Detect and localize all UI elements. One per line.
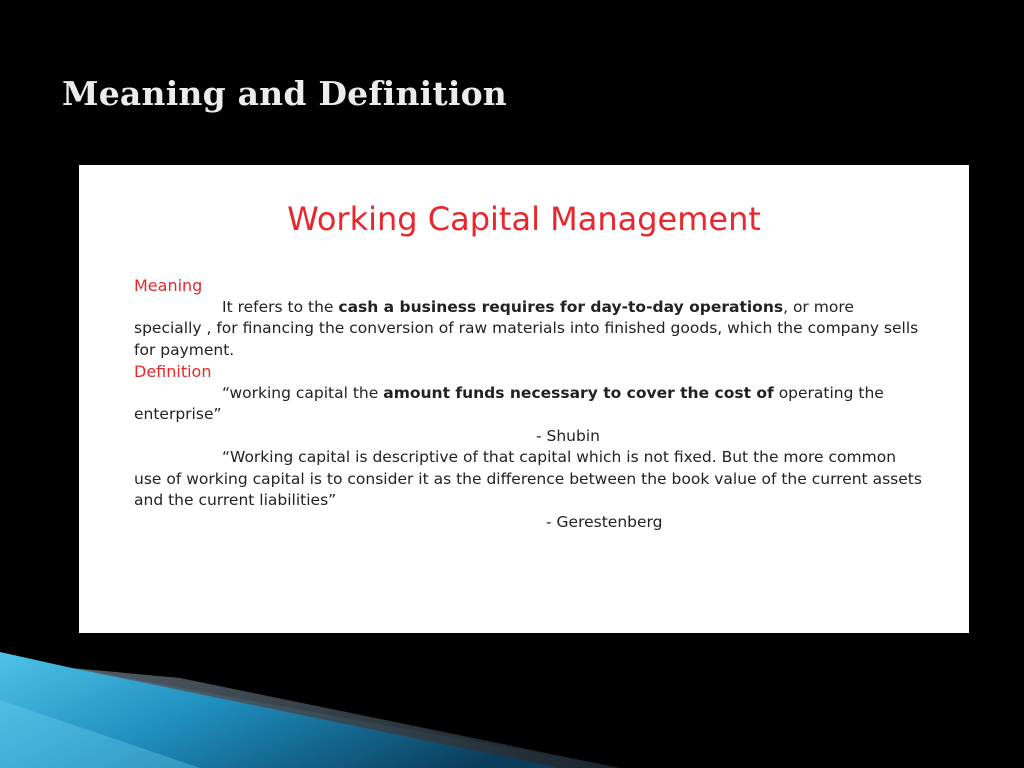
meaning-text-bold: cash a business requires for day-to-day operations [338,297,784,316]
content-image [79,165,969,633]
quote-1-part1: “working capital the [222,383,384,402]
content-heading: Working Capital Management [287,200,761,238]
attribution-gerestenberg: - Gerestenberg [546,512,663,531]
attribution-shubin: - Shubin [536,426,600,445]
quote-1-paragraph [134,383,924,426]
meaning-paragraph [134,297,924,362]
slide-title: Meaning and Definition [62,74,507,113]
quote-2-paragraph [134,447,924,512]
quote-1-part2: operating the enterprise” [134,383,884,423]
meaning-text-part1: It refers to the [222,297,339,316]
meaning-label: Meaning [134,276,203,295]
quote-1-bold: amount funds necessary to cover the cost of [383,383,774,402]
quote-2-text: “Working capital is descriptive of that capital which is not fixed. But the more common use of working capital is to consider it as the difference between the book value of the current assets and the current liabilities” [134,448,922,509]
meaning-text-part2: , or more specially , for financing the conversion of raw materials into finished goods, which the company sells for payment. [134,297,919,359]
definition-label: Definition [134,362,212,381]
content-body [134,275,924,533]
